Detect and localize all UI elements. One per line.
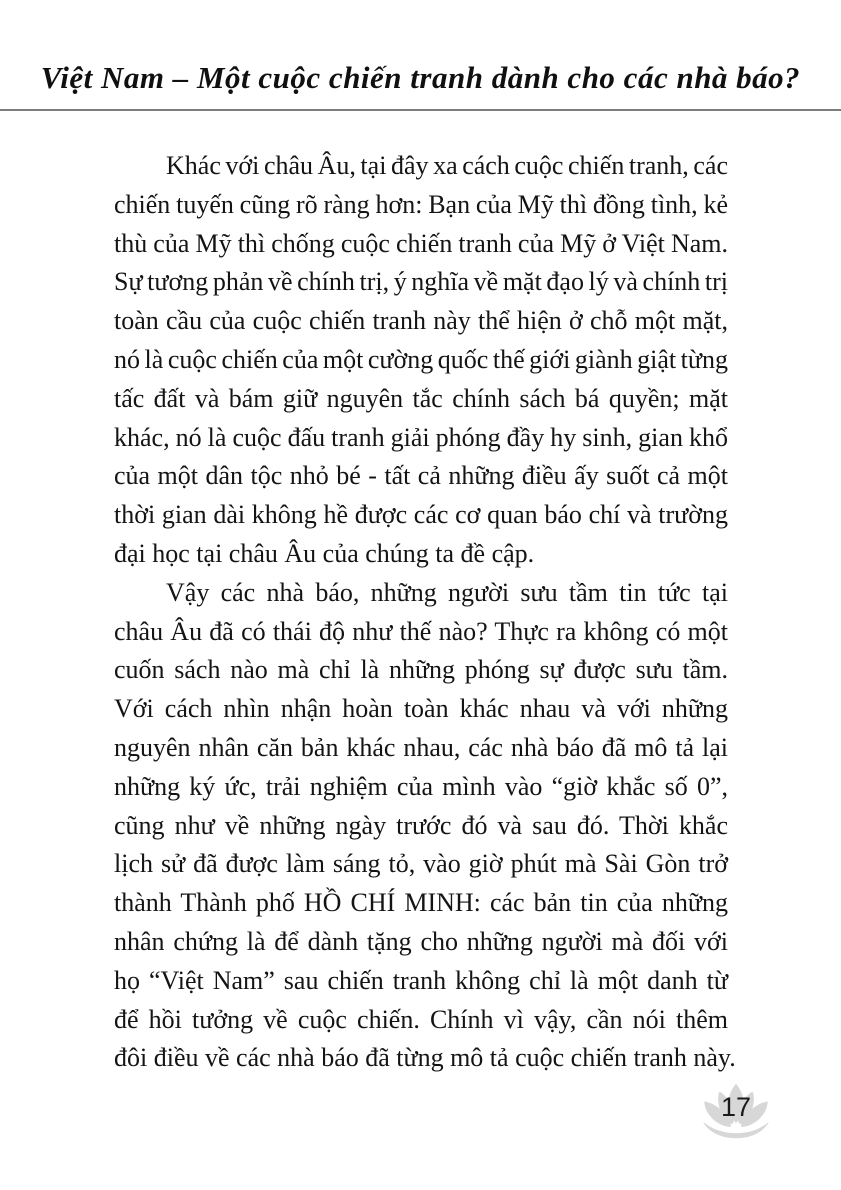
body-text-line-text: cuốn sách nào mà chỉ là những phóng sự được sưu tầm. (114, 655, 728, 685)
body-text-line (114, 574, 728, 613)
body-text-line-text: chiến tuyến cũng rõ ràng hơn: Bạn của Mỹ thì đồng tình, kẻ (114, 189, 728, 219)
body-text-line (114, 225, 728, 264)
body-text-line-text: Vậy các nhà báo, những người sưu tầm tin tức tại (166, 577, 728, 607)
body-text-line-text: Khác với châu Âu, tại đây xa cách cuộc chiến tranh, các (166, 151, 728, 180)
body-text-line (114, 651, 728, 690)
body-text-line-text: những ký ức, trải nghiệm của mình vào “giờ khắc số 0”, (114, 771, 728, 801)
body-text-line (114, 341, 728, 380)
body-text-line-text: thời gian dài không hề được các cơ quan báo chí và trường (114, 500, 728, 530)
body-text-line (114, 807, 728, 846)
body-text-line (114, 302, 728, 341)
body-text-line (114, 457, 728, 496)
body-text-line (114, 419, 728, 458)
body-text-line (114, 845, 728, 884)
body-text-line-text: khác, nó là cuộc đấu tranh giải phóng đầy hy sinh, gian khổ (114, 422, 728, 452)
body-text-line-text: đôi điều về các nhà báo đã từng mô tả cuộc chiến tranh này. (114, 1043, 736, 1073)
body-text-line-text: cũng như về những ngày trước đó và sau đó. Thời khắc (114, 810, 728, 840)
body-text-line (114, 613, 728, 652)
body-text-line-text: đại học tại châu Âu của chúng ta đề cập. (114, 538, 535, 568)
body-text-line-text: thù của Mỹ thì chống cuộc chiến tranh của Mỹ ở Việt Nam. (114, 228, 728, 258)
body-text-line-text: nguyên nhân căn bản khác nhau, các nhà báo đã mô tả lại (114, 732, 728, 762)
body-text-line (114, 496, 728, 535)
body-text-line (114, 380, 728, 419)
body-text-line (114, 1039, 736, 1078)
body-text-line (114, 535, 728, 574)
body-text-line (114, 923, 728, 962)
body-text-line-text: toàn cầu của cuộc chiến tranh này thể hiện ở chỗ một mặt, (114, 306, 728, 336)
body-text-line (114, 147, 728, 186)
page-number: 17 (720, 1092, 752, 1122)
footer-ornament (698, 1082, 774, 1140)
body-text-line-text: lịch sử đã được làm sáng tỏ, vào giờ phút mà Sài Gòn trở (114, 849, 728, 879)
body-text-line-text: nhân chứng là để dành tặng cho những người mà đối với (114, 926, 728, 956)
body-text-line (114, 186, 728, 225)
body-text-line-text: họ “Việt Nam” sau chiến tranh không chỉ là một danh từ (114, 965, 728, 995)
body-text-line-text: thành Thành phố HỒ CHÍ MINH: các bản tin của những (114, 888, 728, 918)
body-text-line (114, 690, 728, 729)
body-text (114, 147, 736, 1078)
body-text-line (114, 768, 728, 807)
body-text-line-text: châu Âu đã có thái độ như thế nào? Thực ra không có một (114, 616, 728, 646)
body-text-line-text: Với cách nhìn nhận hoàn toàn khác nhau và với những (114, 694, 728, 724)
body-text-line (114, 729, 728, 768)
body-text-line-text: để hồi tưởng về cuộc chiến. Chính vì vậy, cần nói thêm (114, 1004, 728, 1034)
running-header-title: Việt Nam – Một cuộc chiến tranh dành cho các nhà báo? (40, 60, 801, 95)
body-text-line-text: của một dân tộc nhỏ bé - tất cả những điều ấy suốt cả một (114, 461, 728, 491)
body-text-line (114, 263, 728, 302)
body-text-line-text: nó là cuộc chiến của một cường quốc thế giới giành giật từng (114, 344, 728, 374)
body-text-line-text: tấc đất và bám giữ nguyên tắc chính sách bá quyền; mặt (114, 383, 728, 413)
body-text-line (114, 884, 728, 923)
body-text-line (114, 1001, 728, 1040)
header-divider (0, 109, 841, 111)
body-text-line (114, 962, 728, 1001)
body-text-line-text: Sự tương phản về chính trị, ý nghĩa về mặt đạo lý và chính trị (114, 267, 728, 297)
